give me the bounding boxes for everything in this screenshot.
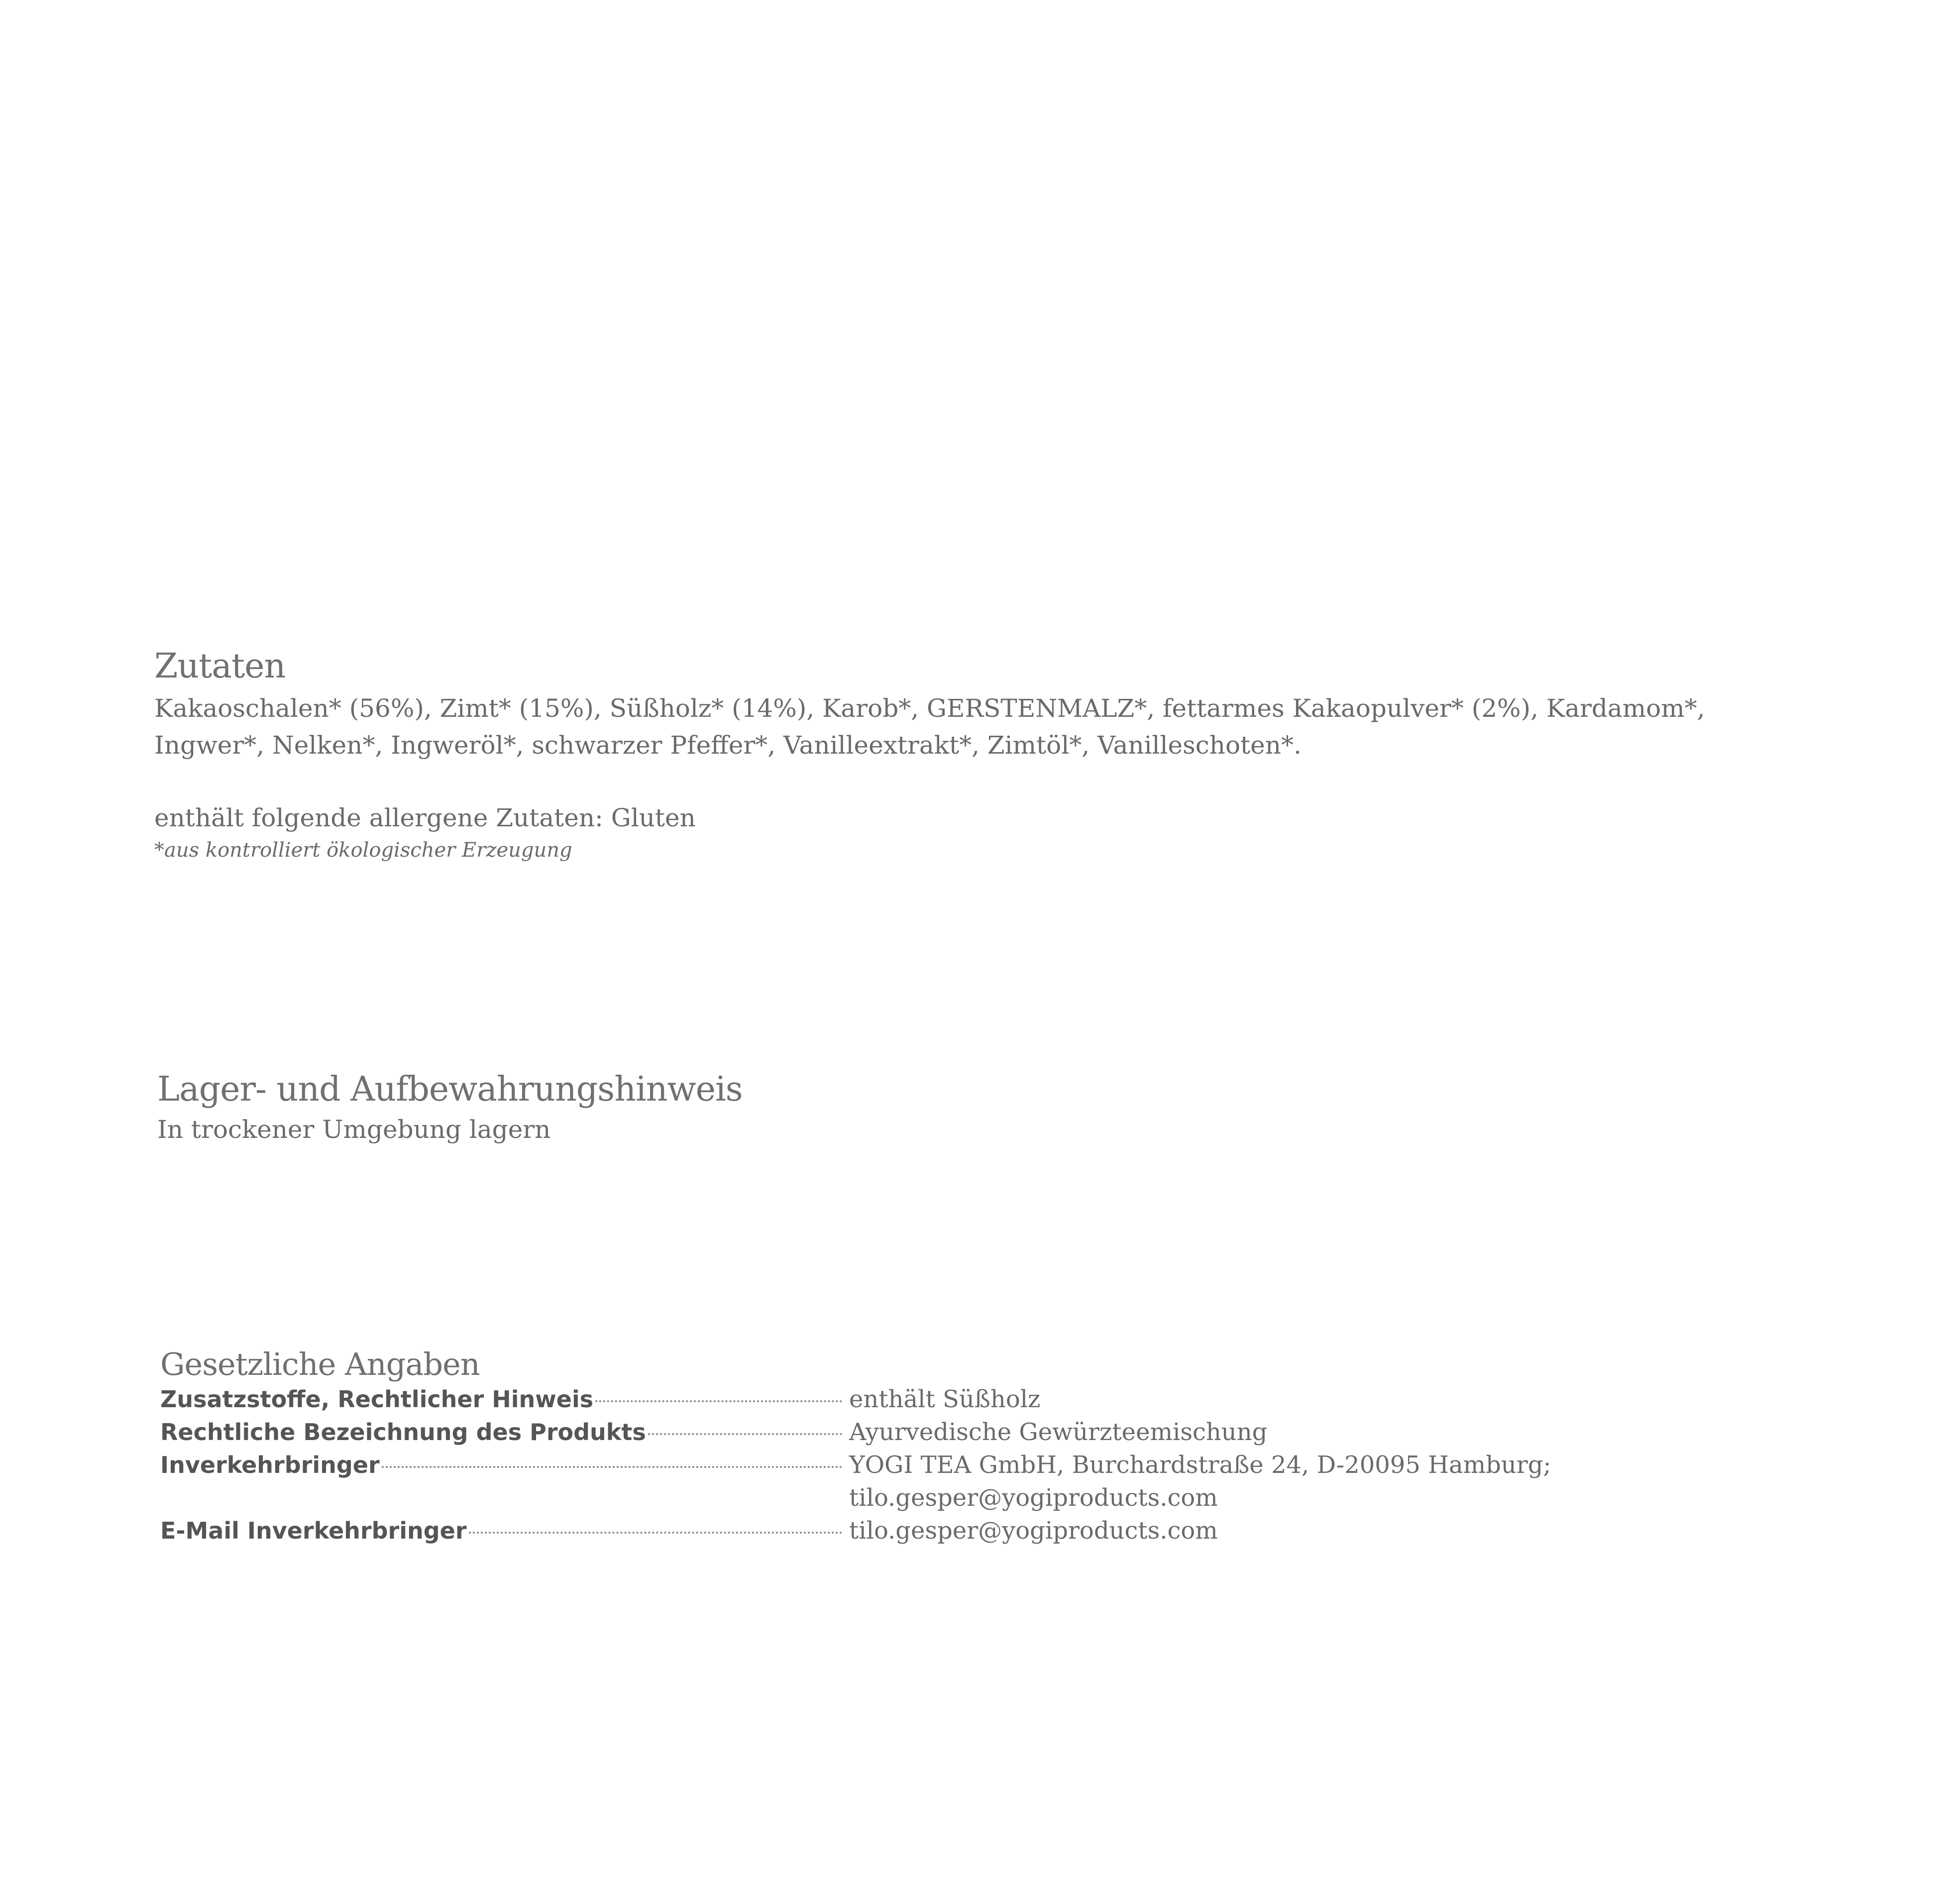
legal-value-line: enthält Süßholz	[849, 1385, 1041, 1414]
legal-value	[849, 1383, 1551, 1416]
allergen-notice: enthält folgende allergene Zutaten: Gluten	[154, 803, 696, 833]
legal-value-line: tilo.gesper@yogiproducts.com	[849, 1517, 1218, 1545]
legal-label	[160, 1416, 842, 1449]
storage-heading: Lager- und Aufbewahrungshinweis	[157, 1070, 743, 1109]
storage-text: In trockener Umgebung lagern	[157, 1115, 551, 1144]
legal-value	[849, 1514, 1551, 1547]
legal-label-text: E-Mail Inverkehrbringer	[160, 1517, 467, 1545]
legal-value	[849, 1416, 1551, 1449]
legal-section	[160, 1346, 1551, 1547]
dot-leader	[469, 1532, 842, 1534]
organic-footnote: *aus kontrolliert ökologischer Erzeugung	[154, 839, 572, 862]
ingredients-section	[154, 647, 1847, 864]
dot-leader	[648, 1433, 842, 1435]
legal-value-line: tilo.gesper@yogiproducts.com	[849, 1484, 1218, 1512]
legal-value-line: YOGI TEA GmbH, Burchardstraße 24, D-20095 Hamburg;	[849, 1451, 1551, 1479]
dot-leader	[595, 1400, 842, 1402]
legal-table	[160, 1383, 1551, 1547]
legal-label-text: Zusatzstoffe, Rechtlicher Hinweis	[160, 1386, 594, 1413]
legal-value-line: Ayurvedische Gewürzteemischung	[849, 1418, 1268, 1447]
legal-label-text: Inverkehrbringer	[160, 1452, 380, 1479]
legal-label-text: Rechtliche Bezeichnung des Produkts	[160, 1419, 646, 1446]
legal-value	[849, 1449, 1551, 1514]
legal-label	[160, 1514, 842, 1547]
ingredients-heading: Zutaten	[154, 647, 286, 686]
legal-label	[160, 1383, 842, 1416]
ingredients-list: Kakaoschalen* (56%), Zimt* (15%), Süßholz* (14%), Karob*, GERSTENMALZ*, fettarmes Kakaopulver* (2%), Kardamom*, Ingwer*, Nelken*, Ingweröl*, schwarzer Pfeffer*, Vanilleextrakt*, Zimtöl*, Vanilleschoten*.	[154, 694, 1705, 760]
legal-label	[160, 1449, 842, 1514]
storage-section	[157, 1070, 743, 1148]
legal-heading: Gesetzliche Angaben	[160, 1346, 480, 1382]
dot-leader	[382, 1466, 842, 1468]
